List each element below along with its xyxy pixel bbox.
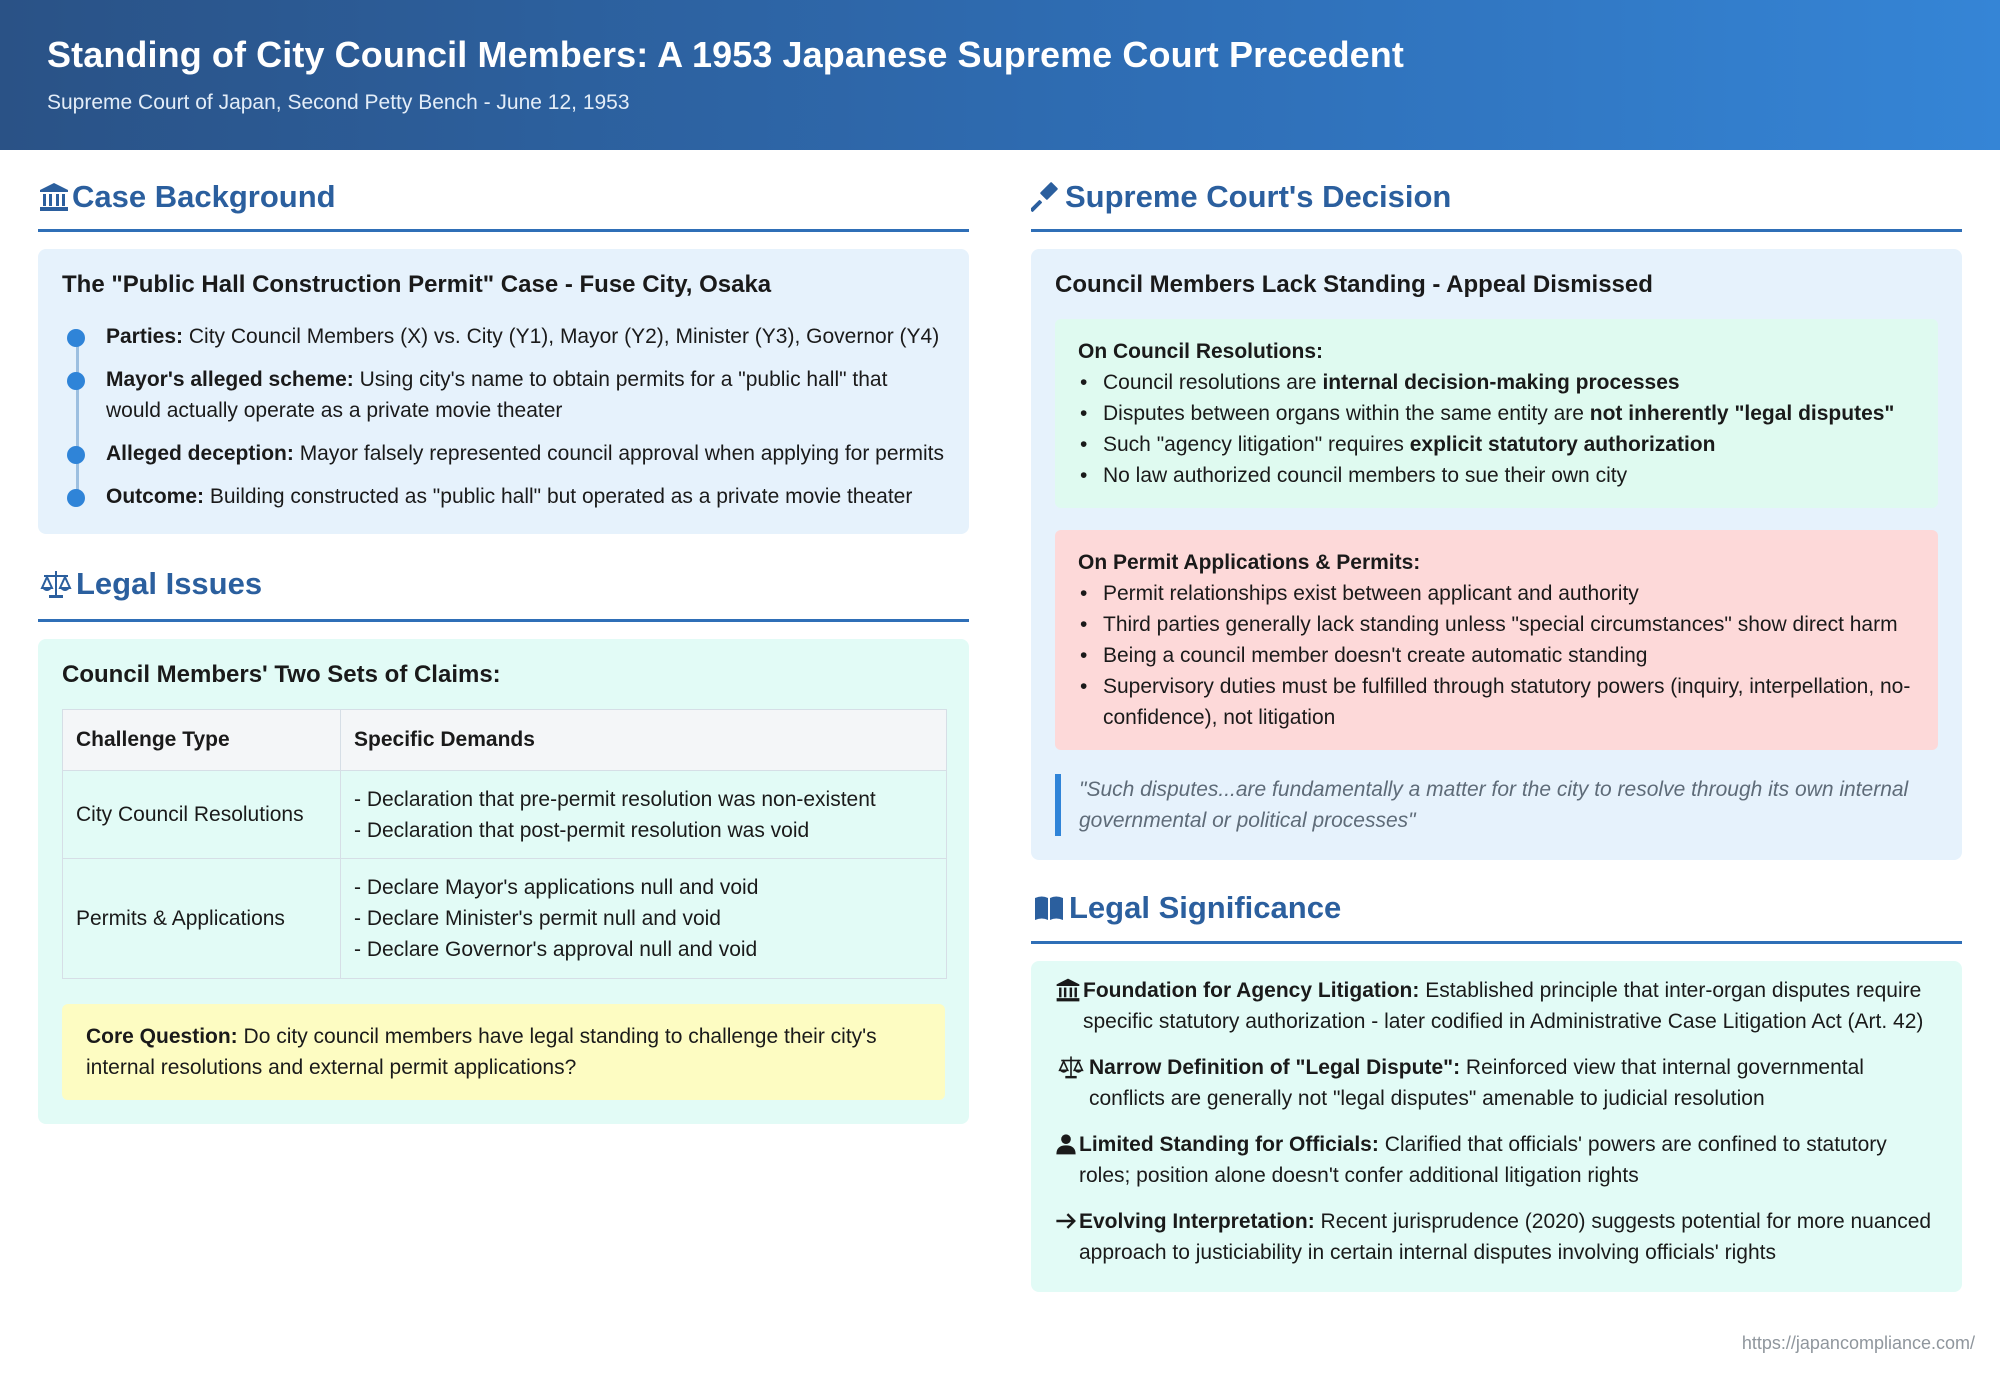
column-header: Challenge Type <box>63 710 341 771</box>
significance-item: Evolving Interpretation: Recent jurisprudence (2020) suggests potential for more nuanced approach to justiciability in certain internal disputes involving officials' rights <box>1055 1206 1938 1268</box>
list-item: • Such "agency litigation" requires explicit statutory authorization <box>1078 429 1915 460</box>
section-title: Supreme Court's Decision <box>1065 178 1452 214</box>
timeline-item: Alleged deception: Mayor falsely represented council approval when applying for permits <box>106 438 945 469</box>
challenge-type-cell: Permits & Applications <box>63 859 341 979</box>
table-header-row <box>63 710 947 771</box>
list-item: • Council resolutions are internal decision-making processes <box>1078 367 1915 398</box>
list-item: • No law authorized council members to sue their own city <box>1078 460 1915 491</box>
building-columns-icon <box>38 181 70 213</box>
user-tie-icon <box>1055 1131 1077 1157</box>
list-item: • Permit relationships exist between applicant and authority <box>1078 578 1915 609</box>
table-row <box>63 771 947 859</box>
section-title: Legal Issues <box>76 565 263 601</box>
box-title: The "Public Hall Construction Permit" Case - Fuse City, Osaka <box>62 271 772 298</box>
timeline-dot <box>67 329 85 347</box>
case-background-box <box>38 249 969 534</box>
timeline-dot <box>67 446 85 464</box>
box-title: Council Members' Two Sets of Claims: <box>62 661 501 688</box>
council-resolutions-panel <box>1055 319 1938 508</box>
page-subtitle: Supreme Court of Japan, Second Petty Bench - June 12, 1953 <box>47 91 630 114</box>
list-item: • Supervisory duties must be fulfilled through statutory powers (inquiry, interpellation, no-confidence), not litigation <box>1078 671 1915 733</box>
decision-heading <box>1031 150 1962 232</box>
table-row <box>63 859 947 979</box>
building-columns-icon <box>1055 977 1081 1003</box>
significance-item: Foundation for Agency Litigation: Established principle that inter-organ disputes require specific statutory authorization - later codified in Administrative Case Litigation Act (Art. 42) <box>1055 975 1938 1037</box>
court-quote: "Such disputes...are fundamentally a matter for the city to resolve through its own internal governmental or political processes" <box>1055 774 1938 836</box>
section-title: Legal Significance <box>1069 889 1342 925</box>
challenge-type-cell: City Council Resolutions <box>63 771 341 859</box>
scale-icon <box>1055 1054 1087 1080</box>
significance-item: Narrow Definition of "Legal Dispute": Reinforced view that internal governmental conflicts are generally not "legal disputes" amenable to judicial resolution <box>1055 1052 1938 1114</box>
page-header <box>0 0 2000 150</box>
timeline-dot <box>67 489 85 507</box>
timeline-item: Outcome: Building constructed as "public hall" but operated as a private movie theater <box>106 481 945 512</box>
section-title: Case Background <box>72 178 336 214</box>
core-question: Core Question: Do city council members have legal standing to challenge their city's internal resolutions and external permit applications? <box>62 1004 945 1100</box>
claims-table <box>62 709 947 979</box>
timeline-item: Parties: City Council Members (X) vs. City (Y1), Mayor (Y2), Minister (Y3), Governor (Y4) <box>106 321 945 352</box>
significance-box <box>1031 961 1962 1292</box>
legal-issues-box <box>38 639 969 1124</box>
page-title: Standing of City Council Members: A 1953 Japanese Supreme Court Precedent <box>47 34 1404 75</box>
gavel-icon <box>1031 181 1063 213</box>
source-url: https://japancompliance.com/ <box>1741 1333 1975 1353</box>
case-background-heading <box>38 150 969 232</box>
box-title: Council Members Lack Standing - Appeal Dismissed <box>1055 271 1653 298</box>
timeline-dot <box>67 372 85 390</box>
timeline-item: Mayor's alleged scheme: Using city's name to obtain permits for a "public hall" that would actually operate as a private movie theater <box>106 364 945 426</box>
list-item: • Third parties generally lack standing unless "special circumstances" show direct harm <box>1078 609 1915 640</box>
panel-label: On Permit Applications & Permits: <box>1078 551 1421 574</box>
demands-cell: - Declare Mayor's applications null and void - Declare Minister's permit null and void - Declare Governor's approval null and void <box>341 859 947 979</box>
decision-box <box>1031 249 1962 860</box>
arrow-right-icon <box>1055 1208 1077 1234</box>
timeline <box>62 321 945 512</box>
significance-item: Limited Standing for Officials: Clarified that officials' powers are confined to statutory roles; position alone doesn't confer additional litigation rights <box>1055 1129 1938 1191</box>
column-header: Specific Demands <box>341 710 947 771</box>
permits-panel <box>1055 530 1938 750</box>
list-item: • Disputes between organs within the same entity are not inherently "legal disputes" <box>1078 398 1915 429</box>
legal-issues-heading <box>38 534 969 622</box>
right-column <box>1031 150 1962 1292</box>
legal-significance-heading <box>1031 860 1962 944</box>
panel-label: On Council Resolutions: <box>1078 340 1323 363</box>
scale-icon <box>38 568 74 600</box>
list-item: • Being a council member doesn't create automatic standing <box>1078 640 1915 671</box>
demands-cell: - Declaration that pre-permit resolution was non-existent - Declaration that post-permit resolution was void <box>341 771 947 859</box>
open-book-icon <box>1031 892 1067 924</box>
left-column <box>38 150 969 1124</box>
